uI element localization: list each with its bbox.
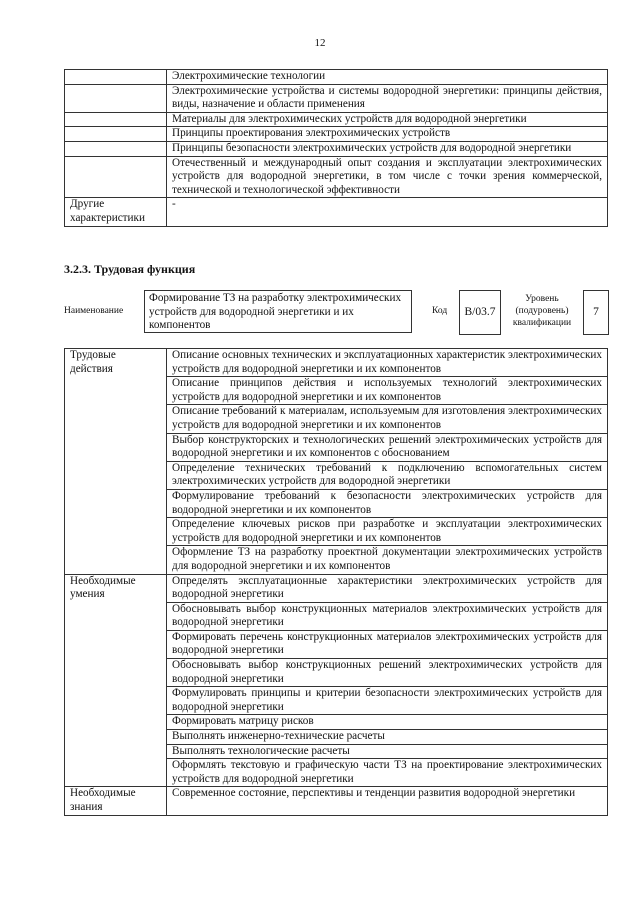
knowledge-table-continued — [64, 69, 608, 227]
table-row — [65, 787, 608, 815]
empty-cell — [65, 112, 167, 127]
code-label: Код — [432, 306, 448, 316]
group-item: Оформление ТЗ на разработку проектной документации электрохимических устройств для водородной энергетики и их компонентов — [167, 546, 608, 574]
group-item: Обосновывать выбор конструкционных решений электрохимических устройств для водородной энергетики — [167, 659, 608, 687]
group-item: Формировать матрицу рисков — [167, 715, 608, 730]
group-item: Формулировать принципы и критерии безопасности электрохимических устройств для водородной энергетики — [167, 687, 608, 715]
group-item: Обосновывать выбор конструкционных материалов электрохимических устройств для водородной энергетики — [167, 602, 608, 630]
group-item: Формулирование требований к безопасности электрохимических устройств для водородной энергетики и их компонентов — [167, 489, 608, 517]
knowledge-item: Принципы безопасности электрохимических устройств для водородной энергетики — [167, 141, 608, 156]
group-item: Выполнять технологические расчеты — [167, 744, 608, 759]
group-label: Трудовые действия — [65, 349, 167, 575]
group-item: Выполнять инженерно-технические расчеты — [167, 730, 608, 745]
group-label: Необходимые знания — [65, 787, 167, 815]
empty-cell — [65, 156, 167, 198]
function-code-box: B/03.7 — [459, 290, 501, 335]
level-label: Уровень (подуровень) квалификации — [512, 294, 572, 328]
group-item: Оформлять текстовую и графическую части ТЗ на проектирование электрохимических устройств для водородной энергетики — [167, 759, 608, 787]
function-header — [64, 286, 609, 338]
other-characteristics-value: - — [167, 198, 608, 226]
group-item: Определение ключевых рисков при разработке и эксплуатации электрохимических устройств для водородной энергетики и их компонентов — [167, 518, 608, 546]
knowledge-item: Отечественный и международный опыт создания и эксплуатации электрохимических устройств для водородной энергетики, в том числе с точки зрения коммерческой, технической и технологической эффективности — [167, 156, 608, 198]
level-box: 7 — [583, 290, 609, 335]
empty-cell — [65, 127, 167, 142]
knowledge-item: Принципы проектирования электрохимических устройств — [167, 127, 608, 142]
function-name-box: Формирование ТЗ на разработку электрохимических устройств для водородной энергетики и их компонентов — [144, 290, 412, 333]
empty-cell — [65, 70, 167, 85]
group-item: Современное состояние, перспективы и тенденции развития водородной энергетики — [167, 787, 608, 815]
page-number: 12 — [314, 37, 326, 49]
section-heading: 3.2.3. Трудовая функция — [64, 262, 196, 276]
name-label: Наименование — [64, 306, 124, 316]
group-item: Описание требований к материалам, используемым для изготовления электрохимических устройств для водородной энергетики и их компонентов — [167, 405, 608, 433]
table-row — [65, 574, 608, 602]
group-item: Формировать перечень конструкционных материалов электрохимических устройств для водородной энергетики — [167, 630, 608, 658]
group-item: Определять эксплуатационные характеристики электрохимических устройств для водородной энергетики — [167, 574, 608, 602]
group-item: Описание основных технических и эксплуатационных характеристик электрохимических устройств для водородной энергетики и их компонентов — [167, 349, 608, 377]
empty-cell — [65, 84, 167, 112]
knowledge-item: Электрохимические устройства и системы водородной энергетики: принципы действия, виды, назначение и области применения — [167, 84, 608, 112]
labor-function-table — [64, 348, 608, 816]
knowledge-item: Электрохимические технологии — [167, 70, 608, 85]
knowledge-item: Материалы для электрохимических устройств для водородной энергетики — [167, 112, 608, 127]
group-item: Выбор конструкторских и технологических решений электрохимических устройств для водородной энергетики и их компонентов с обоснованием — [167, 433, 608, 461]
group-label: Необходимые умения — [65, 574, 167, 787]
group-item: Описание принципов действия и используемых технологий электрохимических устройств для водородной энергетики и их компонентов — [167, 377, 608, 405]
group-item: Определение технических требований к подключению вспомогательных систем электрохимических устройств для водородной энергетики — [167, 461, 608, 489]
table-row — [65, 349, 608, 377]
empty-cell — [65, 141, 167, 156]
other-characteristics-label: Другие характеристики — [65, 198, 167, 226]
